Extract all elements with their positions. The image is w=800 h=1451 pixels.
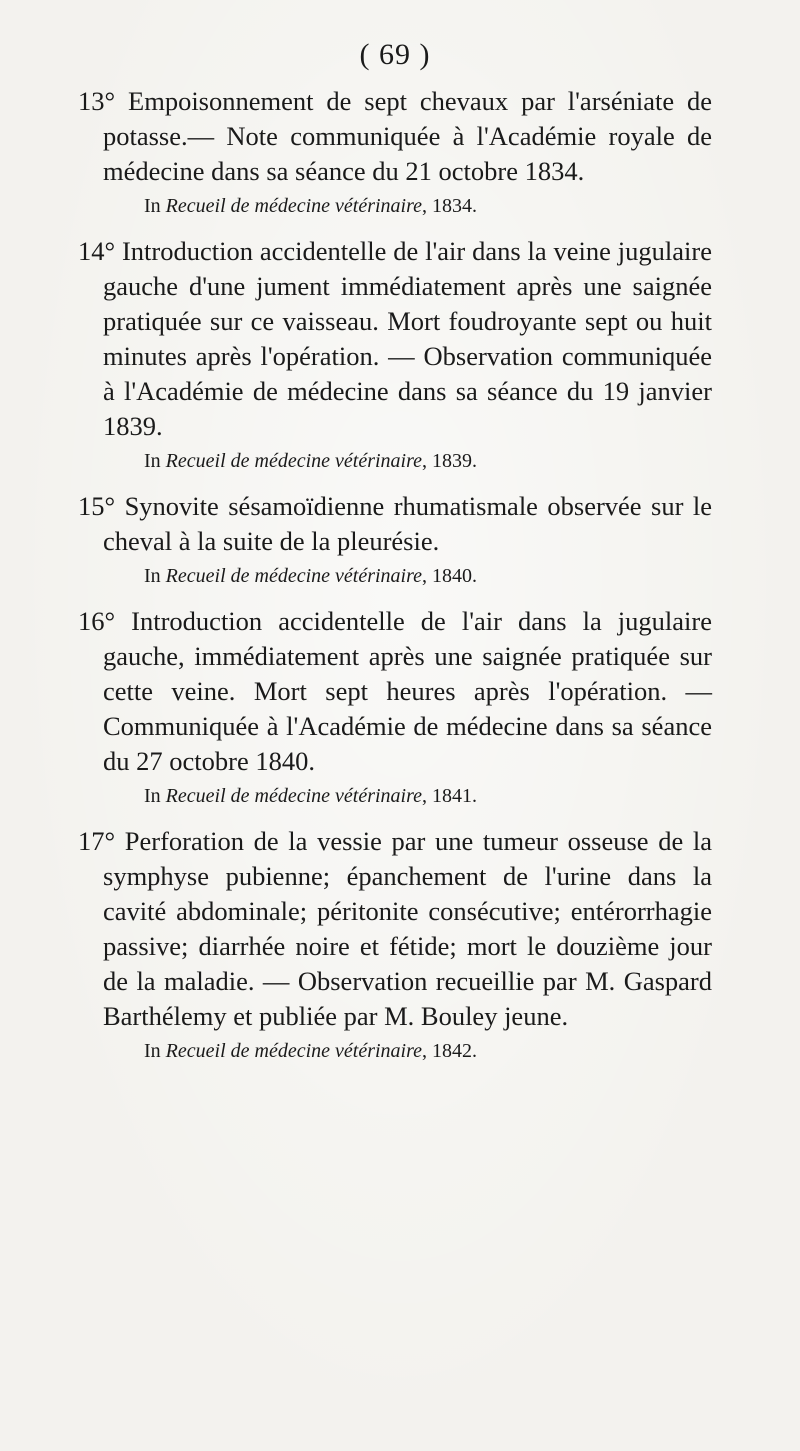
entry-number: 14° (78, 236, 116, 266)
entry-number: 13° (78, 86, 116, 116)
citation-prefix: In (144, 565, 161, 587)
citation-prefix: In (144, 195, 161, 217)
citation-year: , 1840. (422, 565, 478, 587)
bibliography-entry-13 (78, 84, 712, 220)
entry-text (78, 489, 712, 559)
entry-description: Synovite sésamoïdienne rhumatismale observée sur le cheval à la suite de la pleurésie. (103, 491, 712, 556)
citation-prefix: In (144, 785, 161, 807)
citation-journal: Recueil de médecine vétérinaire (165, 565, 423, 587)
citation-year: , 1841. (422, 785, 478, 807)
entry-description: Introduction accidentelle de l'air dans la jugulaire gauche, immédiatement après une saignée pratiquée sur cette veine. Mort sept heures après l'opération. — Communiquée à l'Académie de médecine dans sa séance du 27 octobre 1840. (103, 606, 712, 776)
bibliography-list (78, 84, 712, 1079)
citation (144, 562, 712, 590)
citation-journal: Recueil de médecine vétérinaire (165, 195, 423, 217)
citation-year: , 1839. (422, 450, 478, 472)
citation (144, 447, 712, 475)
citation-journal: Recueil de médecine vétérinaire (165, 785, 423, 807)
citation-prefix: In (144, 450, 161, 472)
citation-prefix: In (144, 1040, 161, 1062)
bibliography-entry-16 (78, 604, 712, 810)
citation (144, 782, 712, 810)
entry-text (78, 824, 712, 1034)
citation-journal: Recueil de médecine vétérinaire (165, 1040, 423, 1062)
entry-description: Empoisonnement de sept chevaux par l'arséniate de potasse.— Note communiquée à l'Académie royale de médecine dans sa séance du 21 octobre 1834. (103, 86, 713, 186)
entry-text (78, 84, 712, 189)
entry-description: Perforation de la vessie par une tumeur osseuse de la symphyse pubienne; épanchement de l'urine dans la cavité abdominale; péritonite consécutive; entérorrhagie passive; diarrhée noire et fétide; mort le douzième jour de la maladie. — Observation recueillie par M. Gaspard Barthélemy et publiée par M. Bouley jeune. (103, 826, 712, 1031)
citation-year: , 1834. (422, 195, 478, 217)
bibliography-entry-14 (78, 234, 712, 475)
bibliography-entry-15 (78, 489, 712, 590)
entry-number: 16° (78, 606, 116, 636)
citation-journal: Recueil de médecine vétérinaire (165, 450, 423, 472)
citation-year: , 1842. (422, 1040, 478, 1062)
citation (144, 1037, 712, 1065)
entry-number: 15° (78, 491, 116, 521)
entry-description: Introduction accidentelle de l'air dans la veine jugulaire gauche d'une jument immédiatement après une saignée pratiquée sur ce vaisseau. Mort foudroyante sept ou huit minutes après l'opération. — Observation communiquée à l'Académie de médecine dans sa séance du 19 janvier 1839. (103, 236, 712, 441)
entry-text (78, 604, 712, 779)
entry-text (78, 234, 712, 444)
entry-number: 17° (78, 826, 116, 856)
citation (144, 192, 712, 220)
page-number: ( 69 ) (359, 38, 431, 71)
bibliography-entry-17 (78, 824, 712, 1065)
